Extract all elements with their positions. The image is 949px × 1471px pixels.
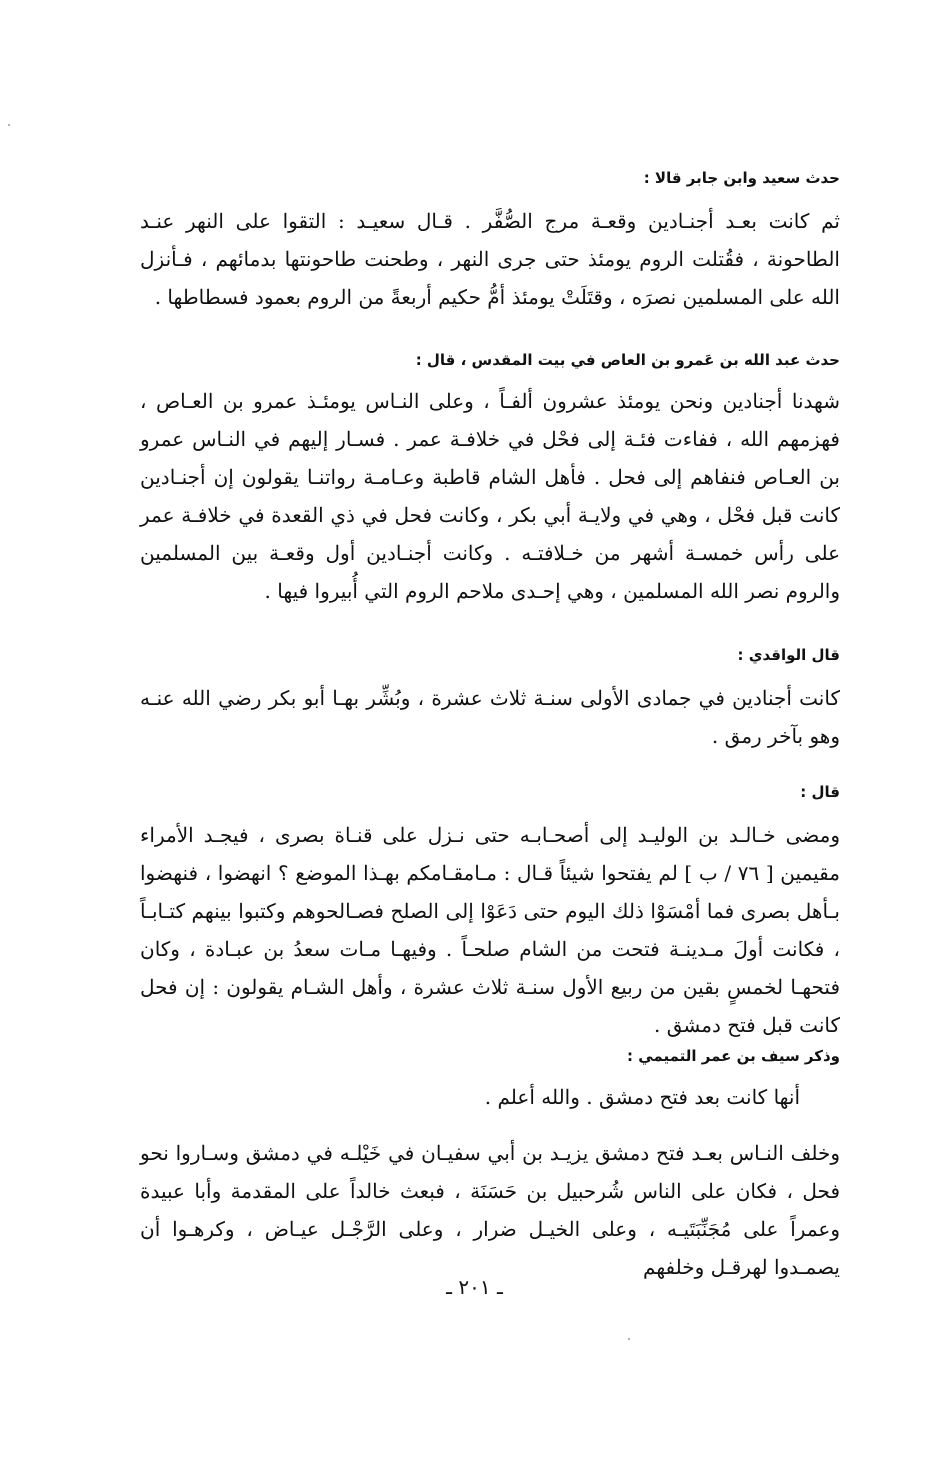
paragraph: ثم كانت بعـد أجنـادين وقعـة مرج الصُّفَّر . قـال سعيـد : التقوا على النهر عنـد الطاحونة ، فقُتلت الروم يومئذ حتى جرى النهر ، وطحنت طاحونتها بدمائهم ، فـأنزل الله على المسلمين نصرَه ، وقتَلَتْ يومئذ أمُّ حكيم أربعةً من الروم بعمود فسطاطها . (140, 209, 840, 309)
section-heading: وذكر سيف بن عمر التميمي : (627, 1047, 840, 1065)
paragraph: وخلف النـاس بعـد فتح دمشق يزيـد بن أبي سفيـان في خَيْلـه في دمشق وسـاروا نحو فحل ، فكان على الناس شُرحبيل بن حَسَنَة ، فبعث خالداً على المقدمة وأبا عبيدة وعمراً على مُجَنِّبَتَيـه ، وعلى الخيـل ضرار ، وعلى الرَّجْـل عيـاض ، وكرهـوا أن يصمـدوا لهرقـل وخلفهم (140, 1141, 840, 1279)
scan-speck (628, 1338, 630, 1340)
scan-speck (8, 124, 10, 126)
section-heading: حدث عبد الله بن عَمرو بن العاص في بيت المقدس ، قال : (415, 351, 840, 369)
section-waqidi (140, 645, 840, 755)
section-sayf-ibn-umar (140, 1046, 840, 1286)
paragraph: كانت أجنادين في جمادى الأولى سنـة ثلاث عشرة ، وبُشِّر بهـا أبو بكر رضي الله عنـه وهو بآخر رمق . (140, 686, 840, 748)
section-abdullah-ibn-amr (140, 350, 840, 610)
section-heading: قال الواقدي : (737, 646, 840, 664)
section-heading: قال : (800, 783, 840, 801)
section-qala (140, 782, 840, 1044)
paragraph: أنها كانت بعد فتح دمشق . والله أعلم . (484, 1085, 800, 1109)
paragraph: شهدنا أجنادين ونحن يومئذ عشرون ألفـاً ، وعلى النـاس يومئـذ عمرو بن العـاص ، فهزمهم الله ، ففاءت فئـة إلى فحْل في خلافـة عمر . فسـار إليهم في النـاس عمرو بن العـاص فنفاهم إلى فحل . فأهل الشام قاطبة وعـامـة رواتنـا يقولون إن أجنـادين كانت قبل فحْل ، وهي في ولايـة أبي بكر ، وكانت فحل في ذي القعدة في خلافـة عمر على رأس خمسـة أشهر من خـلافتـه . وكانت أجنـادين أول وقعـة بين المسلمين والروم نصر الله المسلمين ، وهي إحـدى ملاحم الروم التي أُبيروا فيها . (140, 389, 840, 603)
page-number: ـ ٢٠١ ـ (446, 1275, 503, 1299)
section-heading: حدث سعيد وابن جابر قالا : (643, 169, 840, 187)
paragraph: ومضى خـالـد بن الوليـد إلى أصحـابـه حتى نـزل على قنـاة بصرى ، فيجـد الأمراء مقيمين [ ٧٦ / ب ] لم يفتحوا شيئاً قـال : مـامقـامكم بهـذا الموضع ؟ انهضوا ، فنهضوا بـأهل بصرى فما أمْسَوْا ذلك اليوم حتى دَعَوْا إلى الصلح فصـالحوهم وكتبوا بينهم كتـابـاً ، فكانت أولَ مـدينـة فتحت من الشام صلحـاً . وفيهـا مـات سعدُ بن عبـادة ، وكان فتحهـا لخمسٍ بقين من ربيع الأول سنـة ثلاث عشرة ، وأهل الشـام يقولون : إن فحل كانت قبل فتح دمشق . (140, 823, 840, 1037)
section-said-ibn-jabir (140, 168, 840, 316)
